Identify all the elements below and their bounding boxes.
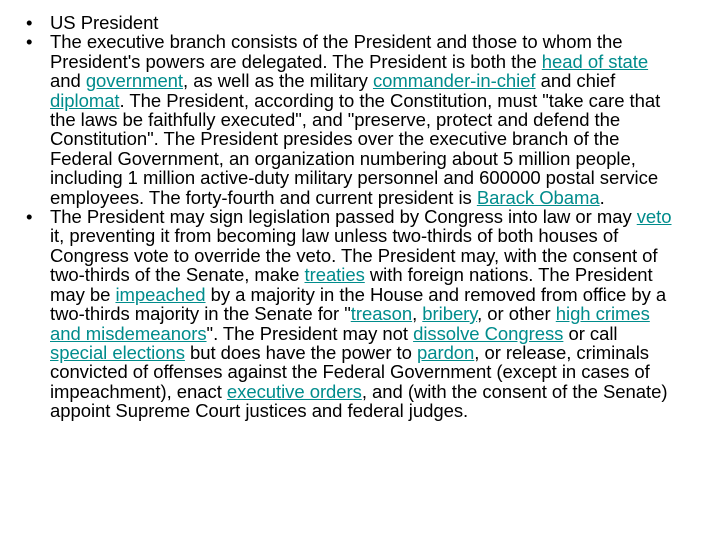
link-treaties[interactable]: treaties xyxy=(304,264,365,286)
link-executive-orders[interactable]: executive orders xyxy=(226,380,362,402)
text-run: . The President, according to the Constitution, must "take care that the laws be faithfully executed", and "preserve, protect and defend the Constitution". The President presides over the executive branch of the Federal Government, an organization numbering about 5 million people, including 1 million active-duty military personnel and 600000 postal service employees. The forty-fourth and current president is xyxy=(50,89,661,208)
bullet-text xyxy=(50,206,672,421)
link-impeached[interactable]: impeached xyxy=(115,283,206,305)
link-high-crimes-and-misdemeanors[interactable]: high crimes and misdemeanors xyxy=(50,303,650,344)
bullet-text xyxy=(50,31,660,207)
bullet-list xyxy=(26,13,676,421)
link-diplomat[interactable]: diplomat xyxy=(50,89,120,111)
bullet-dot-icon: • xyxy=(26,31,33,53)
text-run: , or other xyxy=(477,303,556,325)
link-barack-obama[interactable]: Barack Obama xyxy=(476,186,600,208)
text-run: and chief xyxy=(535,70,616,92)
bullet-dot-icon: • xyxy=(26,12,33,33)
text-run: , xyxy=(412,303,423,325)
text-run: by a majority in the House and removed from office by a two-thirds majority in the Senate for " xyxy=(50,283,667,325)
link-dissolve-congress[interactable]: dissolve Congress xyxy=(413,322,564,344)
text-run: it, preventing it from becoming law unless two-thirds of both houses of Congress vote to override the veto. The President may, with the consent of two-thirds of the Senate, make xyxy=(50,225,658,286)
link-government[interactable]: government xyxy=(85,70,184,92)
text-run: US President xyxy=(50,12,159,33)
link-special-elections[interactable]: special elections xyxy=(50,341,185,363)
text-run: The executive branch consists of the President and those to whom the President's powers are delegated. The President is both the xyxy=(50,31,623,72)
text-run: with foreign nations. The President may be xyxy=(50,264,653,305)
link-pardon[interactable]: pardon xyxy=(416,341,475,363)
text-run: ". The President may not xyxy=(206,322,414,344)
link-bribery[interactable]: bribery xyxy=(422,303,478,325)
text-run: , or release, criminals convicted of offenses against the Federal Government (except in cases of impeachment), enact xyxy=(50,341,650,402)
link-head-of-state[interactable]: head of state xyxy=(541,50,649,72)
bullet-item xyxy=(26,13,676,32)
text-run: . xyxy=(599,186,605,208)
text-run: and xyxy=(50,70,86,92)
text-run: , as well as the military xyxy=(183,70,373,92)
text-run: The President may sign legislation passed by Congress into law or may xyxy=(50,206,637,228)
bullet-dot-icon: • xyxy=(26,206,33,228)
text-run: but does have the power to xyxy=(184,341,417,363)
bullet-item xyxy=(26,207,676,420)
bullet-item xyxy=(26,32,676,207)
link-commander-in-chief[interactable]: commander-in-chief xyxy=(372,70,536,92)
link-treason[interactable]: treason xyxy=(350,303,413,325)
text-run: or call xyxy=(563,322,618,344)
text-run: , and (with the consent of the Senate) appoint Supreme Court justices and federal judges. xyxy=(50,380,668,422)
bullet-text xyxy=(50,12,158,33)
link-veto[interactable]: veto xyxy=(636,206,672,228)
